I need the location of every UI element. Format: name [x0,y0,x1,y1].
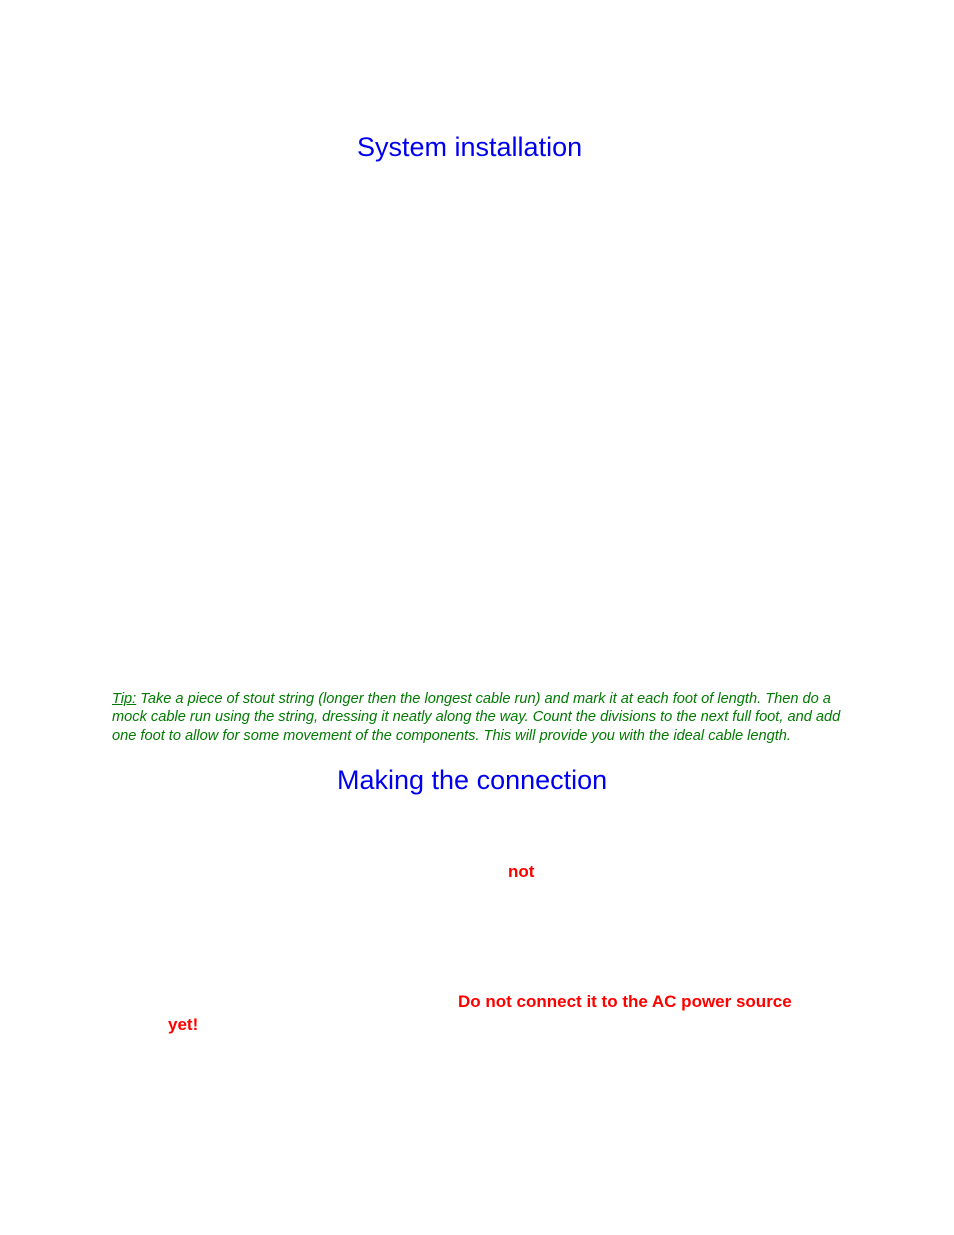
tip-label: Tip: [112,691,137,707]
tip-text: Take a piece of stout string (longer then the longest cable run) and mark it at each foot of length. Then do a mock cable run using the string, dressing it neatly along the way. Count the divisions to the next full foot, and add one foot to allow for some movement of the components. This will provide you with the ideal cable length. [112,691,841,744]
tip-paragraph [112,690,852,745]
section-heading-system-installation: System installation [357,132,583,162]
section-heading-making-the-connection: Making the connection [337,765,608,795]
emphasis-not: not [508,862,535,881]
warning-ac-power: Do not connect it to the AC power source [458,992,792,1011]
warning-yet: yet! [168,1015,199,1034]
